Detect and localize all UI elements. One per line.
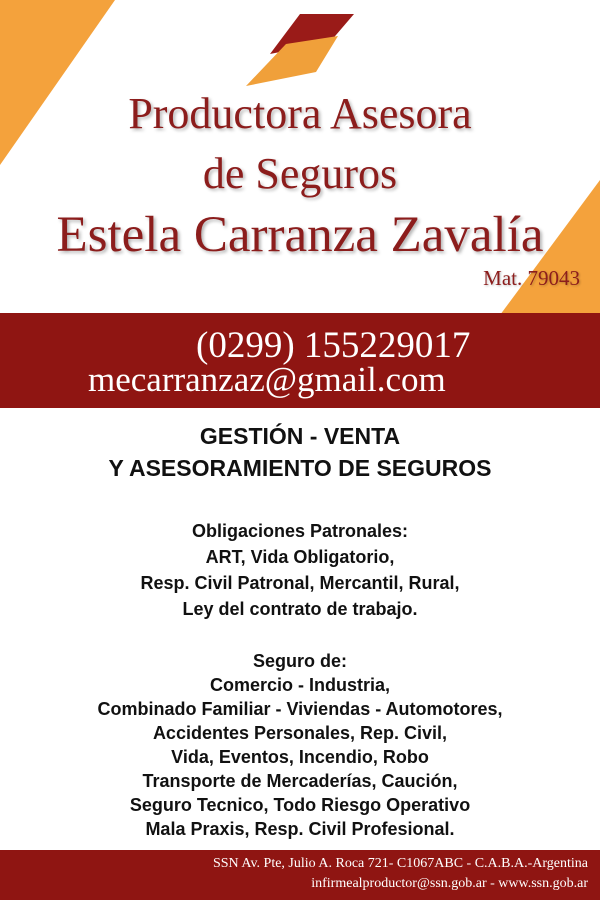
email-address[interactable]: mecarranzaz@gmail.com [88, 360, 446, 399]
title-line-1: Productora Asesora [128, 89, 472, 138]
list-item: Mala Praxis, Resp. Civil Profesional. [145, 819, 455, 839]
list-item: Combinado Familiar - Viviendas - Automotores, [97, 699, 503, 719]
list-item: Comercio - Industria, [209, 675, 391, 695]
list-item: Ley del contrato de trabajo. [182, 599, 418, 619]
list-item: Seguro Tecnico, Todo Riesgo Operativo [129, 795, 471, 815]
orange-corner-decoration [0, 0, 160, 170]
contact-band [0, 313, 600, 408]
list-item: Accidentes Personales, Rep. Civil, [152, 723, 448, 743]
footer-links[interactable]: infirmealproductor@ssn.gob.ar - www.ssn.gob.ar [311, 876, 588, 891]
insurance-types-list [0, 649, 600, 841]
title-line-2: de Seguros [202, 149, 398, 198]
services-heading-line-2: Y ASESORAMIENTO DE SEGUROS [108, 455, 492, 481]
registration-number: Mat. 79043 [483, 266, 580, 290]
list-item: Resp. Civil Patronal, Mercantil, Rural, [140, 573, 460, 593]
list-item: Vida, Eventos, Incendio, Robo [171, 747, 429, 767]
phone-number[interactable]: (0299) 155229017 [196, 325, 471, 366]
producer-name: Estela Carranza Zavalía [56, 207, 544, 263]
obligations-list [0, 518, 600, 622]
logo-stripes-icon [242, 14, 362, 90]
services-heading-line-1: GESTIÓN - VENTA [199, 423, 401, 449]
footer-band [0, 850, 600, 900]
list-item: Transporte de Mercaderías, Caución, [142, 771, 458, 791]
list-item: Seguro de: [252, 651, 347, 671]
list-item: ART, Vida Obligatorio, [205, 547, 395, 567]
footer-address: SSN Av. Pte, Julio A. Roca 721- C1067ABC - C.A.B.A.-Argentina [212, 856, 588, 871]
list-item: Obligaciones Patronales: [191, 521, 409, 541]
